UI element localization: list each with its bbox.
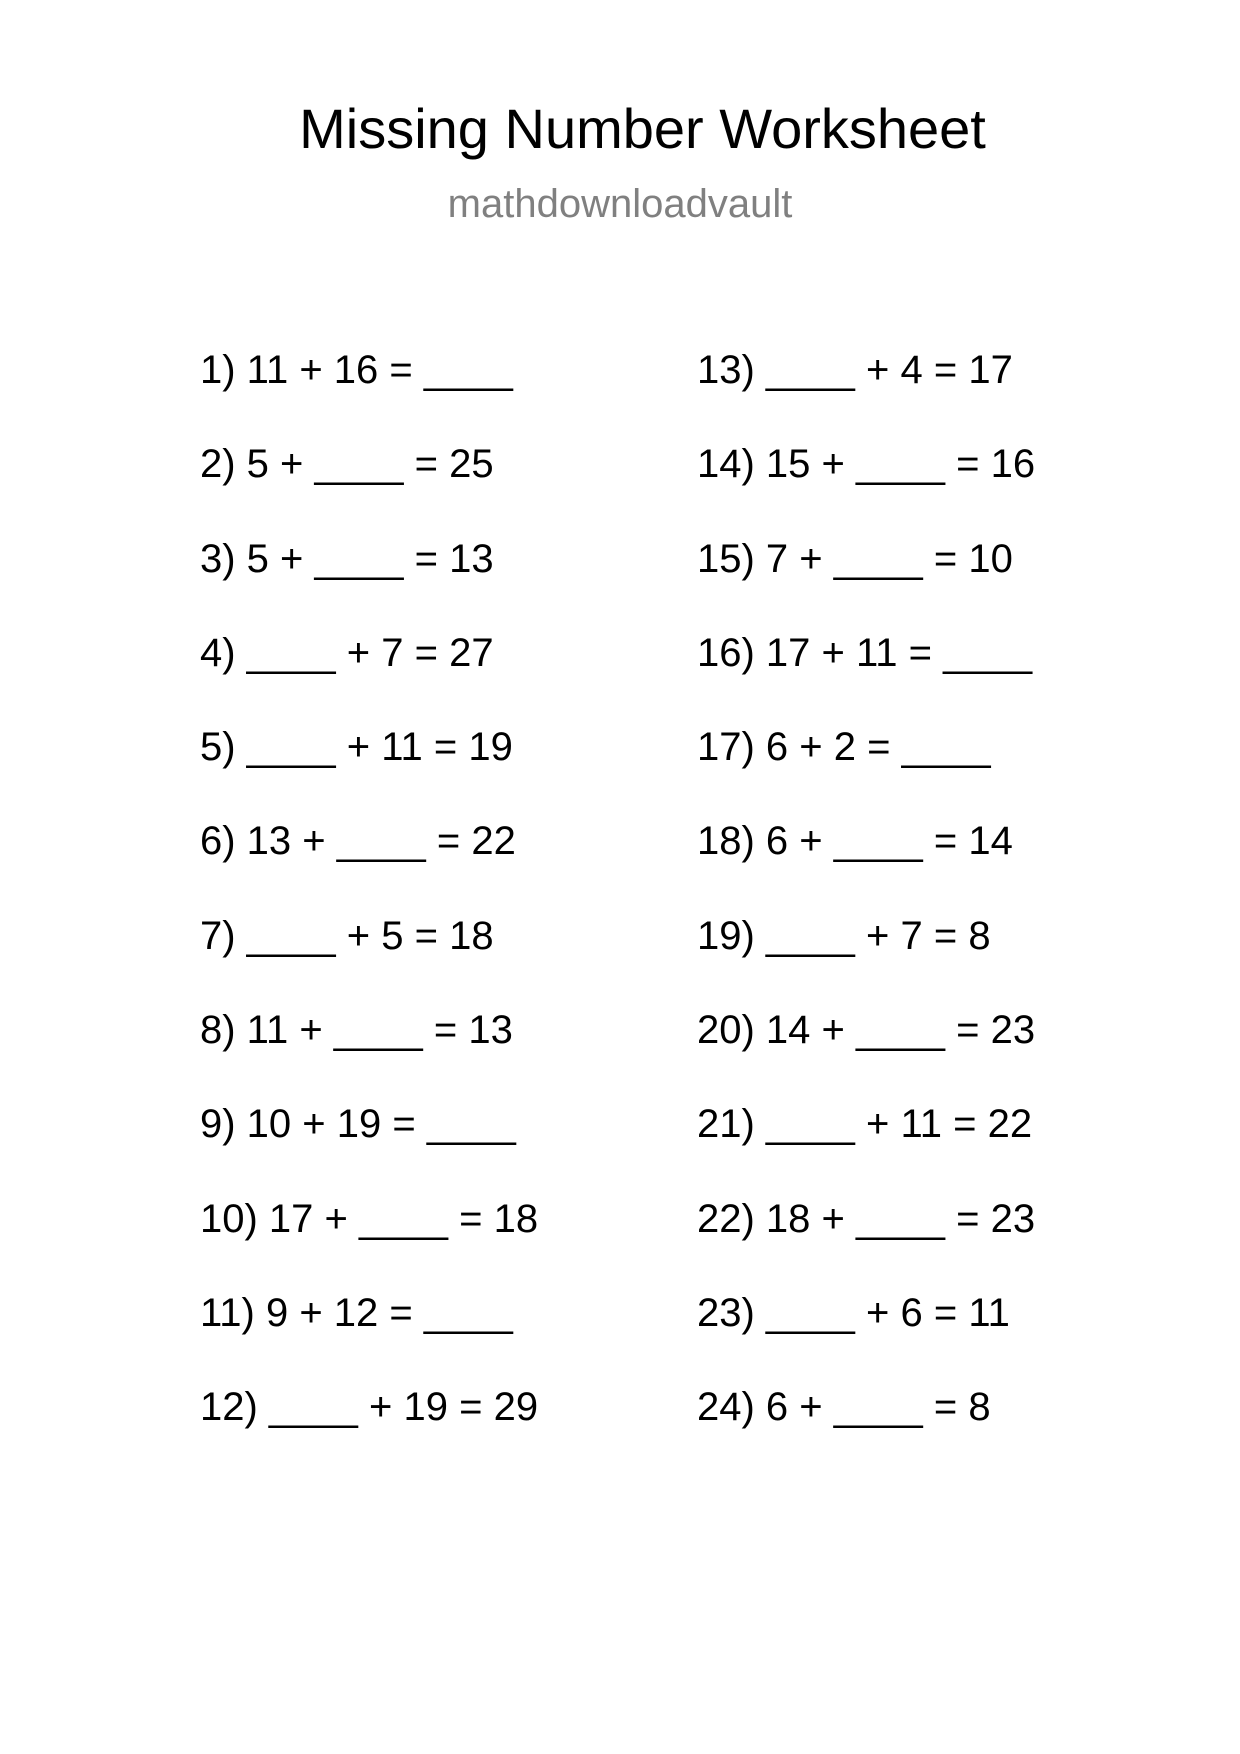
problem-15: 15) 7 + ____ = 10	[697, 536, 1013, 581]
problem-6: 6) 13 + ____ = 22	[200, 819, 516, 864]
problem-22: 22) 18 + ____ = 23	[697, 1196, 1036, 1241]
worksheet-title: Missing Number Worksheet	[299, 97, 986, 160]
problem-20: 20) 14 + ____ = 23	[697, 1008, 1036, 1053]
problem-13: 13) ____ + 4 = 17	[697, 348, 1013, 392]
problem-5: 5) ____ + 11 = 19	[200, 725, 513, 770]
problem-19: 19) ____ + 7 = 8	[697, 913, 991, 958]
problem-column-left	[200, 345, 538, 1477]
problem-9: 9) 10 + 19 = ____	[200, 1102, 516, 1147]
problem-1: 1) 11 + 16 = ____	[200, 348, 513, 392]
problem-7: 7) ____ + 5 = 18	[200, 913, 494, 958]
problem-24: 24) 6 + ____ = 8	[697, 1385, 991, 1430]
problem-2: 2) 5 + ____ = 25	[200, 442, 494, 487]
problem-column-right	[697, 345, 1035, 1477]
problem-21: 21) ____ + 11 = 22	[697, 1102, 1033, 1147]
problem-23: 23) ____ + 6 = 11	[697, 1290, 1010, 1335]
problem-10: 10) 17 + ____ = 18	[200, 1196, 539, 1241]
problem-18: 18) 6 + ____ = 14	[697, 819, 1013, 864]
problem-17: 17) 6 + 2 = ____	[697, 725, 991, 770]
problem-8: 8) 11 + ____ = 13	[200, 1008, 513, 1053]
problem-12: 12) ____ + 19 = 29	[200, 1385, 539, 1430]
problem-4: 4) ____ + 7 = 27	[200, 630, 494, 675]
problem-3: 3) 5 + ____ = 13	[200, 536, 494, 581]
worksheet-source: mathdownloadvault	[447, 182, 793, 226]
problem-14: 14) 15 + ____ = 16	[697, 442, 1036, 487]
problem-11: 11) 9 + 12 = ____	[200, 1290, 513, 1335]
problem-16: 16) 17 + 11 = ____	[697, 630, 1033, 675]
